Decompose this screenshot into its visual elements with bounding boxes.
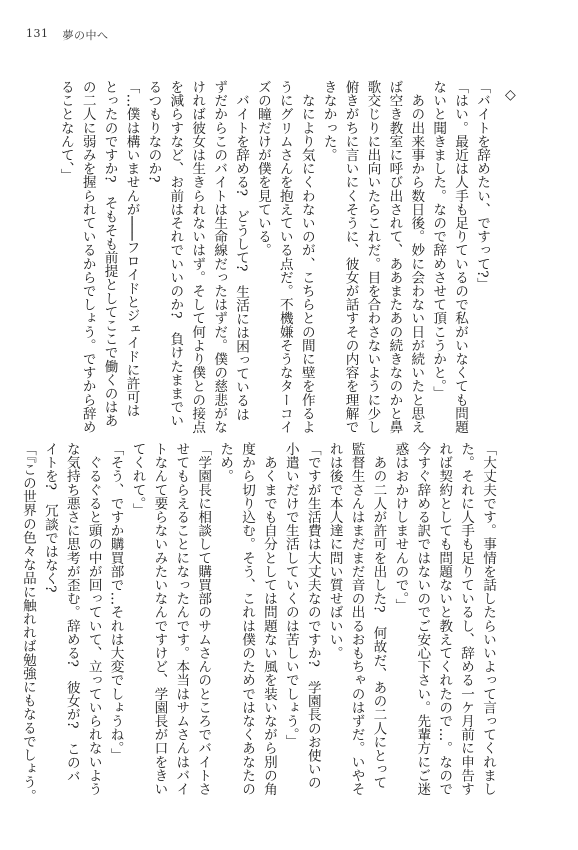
text-line: 監督生さんはまだまだ音の出るおもちゃのはずだ。いやそ	[348, 442, 365, 796]
text-line: ため。	[217, 442, 234, 483]
text-line: を減らすなど、お前はそれでいいのか? 負けたままでい	[167, 80, 184, 428]
text-line: ければ彼女は生きられないはず。そして何より僕との接点	[189, 80, 206, 434]
text-line: せてもらえることになったんです。本当はサムさんはバイ	[173, 442, 190, 796]
text-line: てくれて。」	[129, 442, 146, 517]
text-line: あの出来事から数日後。妙に会わない日が続いたと思え	[408, 80, 425, 434]
text-line: 惑はおかけしませんので。」	[392, 442, 409, 612]
text-line: ズの瞳だけが僕を見ている。	[254, 80, 271, 257]
text-line: 小遣いだけで生活していくのは苦しいでしょう。」	[282, 442, 299, 748]
text-line: 「大丈夫です。事情を話したらいいよって言ってくれまし	[480, 442, 496, 796]
text-line: 「学園長に相談して購買部のサムさんのところでバイトさ	[195, 442, 212, 796]
text-line: ぐるぐると頭の中が回っていて、立っていられないよう	[85, 442, 102, 796]
page-number: 131	[26, 27, 49, 40]
text-line: あの二人が許可を出した? 何故だ、あの二人にとって	[370, 442, 387, 790]
text-line: 「ですが生活費は大丈夫なのですか? 学園長のお使いの	[304, 442, 321, 790]
text-line: れば契約としても問題ないと教えてくれたので…。なので	[436, 442, 453, 796]
text-line: るつもりなのか?	[145, 80, 162, 183]
text-line: 今すぐ辞める訳ではないのでご安心下さい。先輩方にご迷	[414, 442, 431, 796]
chapter-title: 夢の中へ	[62, 29, 109, 42]
text-line: れは後で本人達に問い質せばいい。	[326, 442, 343, 660]
text-line: 度から切り込む。そう、これは僕のためではなくあなたの	[239, 442, 256, 796]
text-line: イトを? 冗談ではなく?	[41, 442, 58, 593]
text-line: ずだからこのバイトは生命線だったはずだ。僕の慈悲がな	[211, 80, 228, 434]
text-line: 「バイトを辞めたい、ですって?」	[474, 80, 490, 292]
text-line: 歌交じりに出向いたらこれだ。目を合わさないように少し	[364, 80, 381, 434]
text-line: た。それに人手も足りているし、辞める一ケ月前に申告す	[458, 442, 475, 796]
text-line: 「『この世界の色々な品に触れれば勉強にもなるでしょう。	[19, 442, 36, 803]
running-header	[26, 27, 109, 43]
text-line: とったのですか? そもそも前提としてここで働くのはあ	[101, 80, 118, 428]
text-line: 「そう、ですか購買部で…それは大変でしょうね。」	[107, 442, 124, 762]
diamond-ornament-icon: ◇	[505, 87, 516, 103]
text-line: の二人に弱みを握られているからでしょう。ですから辞め	[79, 80, 96, 434]
lower-text-column	[19, 442, 498, 835]
text-line: きなかった。	[320, 80, 337, 162]
text-line: 「はい。最近は人手も足りているので私がいなくても問題	[452, 80, 469, 434]
text-line: ることなんて、」	[57, 80, 74, 182]
text-line: うにグリムさんを抱えている点だ。不機嫌そうなターコイ	[276, 80, 293, 434]
text-line: ば空き教室に呼び出されて、ああまたあの続きなのかと鼻	[386, 80, 403, 434]
text-line: トなんて要らないみたいなんですけど、学園長が口をきい	[151, 442, 168, 796]
text-line: なにより気にくわないのが、こちらとの間に壁を作るよ	[298, 80, 315, 434]
text-line: な気持ち悪さに思考が歪む。辞める? 彼女が? このバ	[63, 442, 80, 783]
text-line: あくまでも自分としては問題ない風を装いながら別の角	[260, 442, 277, 796]
upper-text-column	[57, 80, 492, 434]
text-line: バイトを辞める? どうして? 生活には困っているは	[233, 80, 250, 421]
text-line: ないと聞きました。なので辞めさせて頂こうかと。」	[430, 80, 447, 400]
text-line: 「…僕は構いませんが───フロイドとジェイドに許可は	[123, 80, 140, 418]
text-line: 俯きがちに言いにくそうに、彼女が話すその内容を理解で	[342, 80, 359, 434]
